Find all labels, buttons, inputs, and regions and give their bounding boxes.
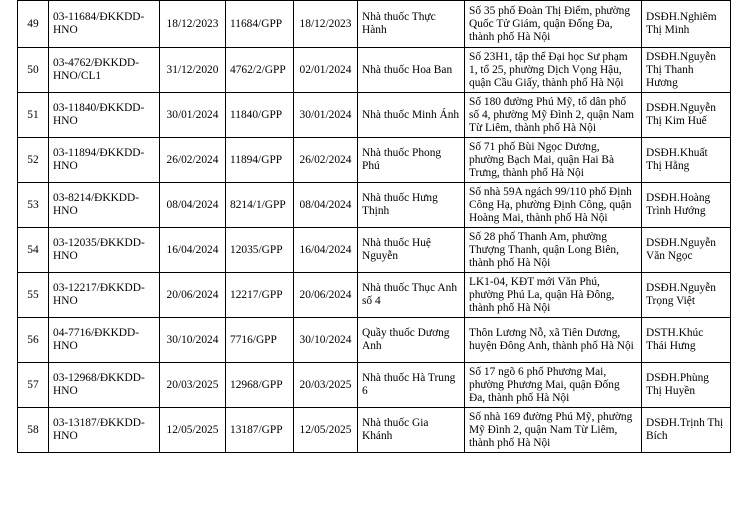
registry-body <box>18 1 731 453</box>
pharmacist-cell: DSĐH.Trịnh Thị Bích <box>642 408 731 453</box>
cert-date-cell: 26/02/2024 <box>160 138 226 183</box>
pharmacist-cell: DSĐH.Nguyễn Thị Kim Huế <box>642 93 731 138</box>
stt-cell: 52 <box>18 138 49 183</box>
address-cell: Số 71 phố Bùi Ngọc Dương, phường Bạch Mai, quận Hai Bà Trưng, thành phố Hà Nội <box>465 138 642 183</box>
pharmacy-name-cell: Nhà thuốc Phong Phú <box>358 138 465 183</box>
cert-number-cell: 03-12217/ĐKKDD-HNO <box>49 273 160 318</box>
gpp-number-cell: 11894/GPP <box>226 138 294 183</box>
gpp-date-cell: 12/05/2025 <box>294 408 358 453</box>
pharmacist-cell: DSĐH.Nguyễn Thị Thanh Hương <box>642 48 731 93</box>
address-cell: Số 180 đường Phú Mỹ, tổ dân phố số 4, phường Mỹ Đình 2, quận Nam Từ Liêm, thành phố Hà Nội <box>465 93 642 138</box>
table-row <box>18 48 731 93</box>
pharmacy-name-cell: Nhà thuốc Hoa Ban <box>358 48 465 93</box>
pharmacist-cell: DSĐH.Nguyễn Trọng Việt <box>642 273 731 318</box>
table-row <box>18 363 731 408</box>
pharmacy-name-cell: Nhà thuốc Hà Trung 6 <box>358 363 465 408</box>
address-cell: Số nhà 169 đường Phú Mỹ, phường Mỹ Đình 2, quận Nam Từ Liêm, thành phố Hà Nội <box>465 408 642 453</box>
gpp-date-cell: 18/12/2023 <box>294 1 358 48</box>
pharmacist-cell: DSĐH.Nguyễn Văn Ngọc <box>642 228 731 273</box>
cert-date-cell: 18/12/2023 <box>160 1 226 48</box>
gpp-number-cell: 12217/GPP <box>226 273 294 318</box>
cert-date-cell: 20/06/2024 <box>160 273 226 318</box>
cert-date-cell: 30/01/2024 <box>160 93 226 138</box>
stt-cell: 50 <box>18 48 49 93</box>
address-cell: LK1-04, KĐT mới Văn Phú, phường Phú La, quận Hà Đông, thành phố Hà Nội <box>465 273 642 318</box>
gpp-number-cell: 8214/1/GPP <box>226 183 294 228</box>
cert-date-cell: 31/12/2020 <box>160 48 226 93</box>
table-row <box>18 318 731 363</box>
pharmacist-cell: DSĐH.Phùng Thị Huyền <box>642 363 731 408</box>
table-row <box>18 408 731 453</box>
cert-number-cell: 03-4762/ĐKKDD-HNO/CL1 <box>49 48 160 93</box>
gpp-date-cell: 02/01/2024 <box>294 48 358 93</box>
pharmacist-cell: DSĐH.Khuất Thị Hằng <box>642 138 731 183</box>
cert-number-cell: 04-7716/ĐKKDD-HNO <box>49 318 160 363</box>
table-row <box>18 1 731 48</box>
address-cell: Số 23H1, tập thể Đại học Sư phạm 1, tổ 25, phường Dịch Vọng Hậu, quận Cầu Giấy, thành phố Hà Nội <box>465 48 642 93</box>
cert-date-cell: 30/10/2024 <box>160 318 226 363</box>
cert-number-cell: 03-8214/ĐKKDD-HNO <box>49 183 160 228</box>
gpp-number-cell: 4762/2/GPP <box>226 48 294 93</box>
cert-number-cell: 03-11840/ĐKKDD-HNO <box>49 93 160 138</box>
pharmacy-name-cell: Nhà thuốc Gia Khánh <box>358 408 465 453</box>
gpp-date-cell: 20/03/2025 <box>294 363 358 408</box>
cert-number-cell: 03-11894/ĐKKDD-HNO <box>49 138 160 183</box>
stt-cell: 53 <box>18 183 49 228</box>
address-cell: Số 28 phố Thanh Am, phường Thượng Thanh, quận Long Biên, thành phố Hà Nội <box>465 228 642 273</box>
cert-number-cell: 03-13187/ĐKKDD-HNO <box>49 408 160 453</box>
table-row <box>18 228 731 273</box>
address-cell: Số nhà 59A ngách 99/110 phố Định Công Hạ, phường Định Công, quận Hoàng Mai, thành phố Hà Nội <box>465 183 642 228</box>
stt-cell: 56 <box>18 318 49 363</box>
stt-cell: 55 <box>18 273 49 318</box>
pharmacy-name-cell: Nhà thuốc Minh Ánh <box>358 93 465 138</box>
stt-cell: 49 <box>18 1 49 48</box>
table-row <box>18 93 731 138</box>
gpp-date-cell: 20/06/2024 <box>294 273 358 318</box>
stt-cell: 51 <box>18 93 49 138</box>
address-cell: Số 35 phố Đoàn Thị Điểm, phường Quốc Tử Giám, quận Đống Đa, thành phố Hà Nội <box>465 1 642 48</box>
gpp-number-cell: 13187/GPP <box>226 408 294 453</box>
gpp-date-cell: 30/10/2024 <box>294 318 358 363</box>
cert-number-cell: 03-11684/ĐKKDD-HNO <box>49 1 160 48</box>
pharmacy-name-cell: Nhà thuốc Huệ Nguyễn <box>358 228 465 273</box>
gpp-date-cell: 08/04/2024 <box>294 183 358 228</box>
table-row <box>18 138 731 183</box>
stt-cell: 58 <box>18 408 49 453</box>
table-row <box>18 273 731 318</box>
gpp-date-cell: 30/01/2024 <box>294 93 358 138</box>
pharmacist-cell: DSTH.Khúc Thái Hưng <box>642 318 731 363</box>
cert-number-cell: 03-12035/ĐKKDD-HNO <box>49 228 160 273</box>
cert-date-cell: 16/04/2024 <box>160 228 226 273</box>
address-cell: Thôn Lương Nỗ, xã Tiên Dương, huyện Đông Anh, thành phố Hà Nội <box>465 318 642 363</box>
table-row <box>18 183 731 228</box>
pharmacy-name-cell: Nhà thuốc Thực Hành <box>358 1 465 48</box>
gpp-number-cell: 11840/GPP <box>226 93 294 138</box>
pharmacy-registry-table <box>17 0 731 453</box>
pharmacy-name-cell: Quầy thuốc Dương Anh <box>358 318 465 363</box>
cert-date-cell: 12/05/2025 <box>160 408 226 453</box>
stt-cell: 54 <box>18 228 49 273</box>
gpp-number-cell: 7716/GPP <box>226 318 294 363</box>
gpp-number-cell: 12968/GPP <box>226 363 294 408</box>
address-cell: Số 17 ngõ 6 phố Phương Mai, phường Phương Mai, quận Đống Đa, thành phố Hà Nội <box>465 363 642 408</box>
cert-number-cell: 03-12968/ĐKKDD-HNO <box>49 363 160 408</box>
cert-date-cell: 20/03/2025 <box>160 363 226 408</box>
stt-cell: 57 <box>18 363 49 408</box>
gpp-number-cell: 11684/GPP <box>226 1 294 48</box>
pharmacist-cell: DSĐH.Nghiêm Thị Minh <box>642 1 731 48</box>
pharmacy-name-cell: Nhà thuốc Hưng Thịnh <box>358 183 465 228</box>
cert-date-cell: 08/04/2024 <box>160 183 226 228</box>
gpp-date-cell: 26/02/2024 <box>294 138 358 183</box>
pharmacist-cell: DSĐH.Hoàng Trình Hướng <box>642 183 731 228</box>
gpp-date-cell: 16/04/2024 <box>294 228 358 273</box>
gpp-number-cell: 12035/GPP <box>226 228 294 273</box>
pharmacy-name-cell: Nhà thuốc Thục Anh số 4 <box>358 273 465 318</box>
